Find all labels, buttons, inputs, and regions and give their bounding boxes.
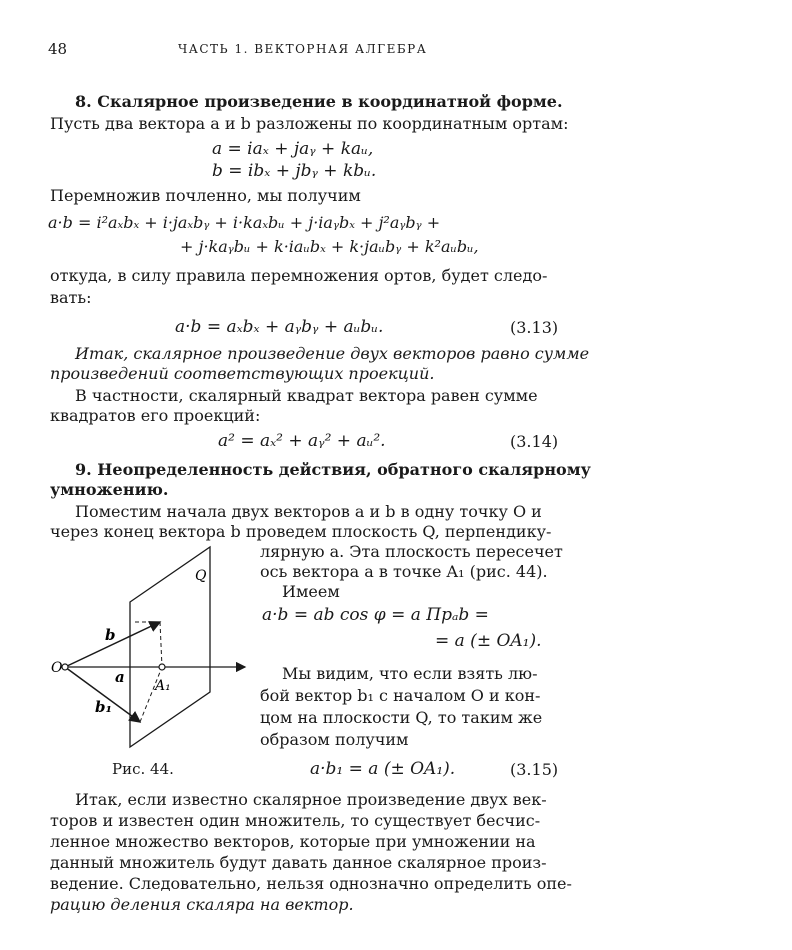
projection-b-dashed — [160, 622, 162, 667]
section-9-text-9: образом получим — [260, 730, 409, 749]
final-line-6: рацию деления скаляра на вектор. — [50, 895, 354, 914]
section-8-line-4: вать: — [50, 288, 92, 307]
section-9-heading-2: умножению. — [50, 480, 169, 499]
equation-number-3-13: (3.13) — [510, 318, 559, 337]
label-o: O — [51, 660, 63, 676]
page-header — [48, 40, 558, 60]
page-number: 48 — [48, 40, 68, 58]
equation-3-13: a·b = aₓbₓ + aᵧbᵧ + aᵤbᵤ. — [175, 317, 384, 337]
particular-line-2: квадратов его проекций: — [50, 406, 261, 425]
section-8-line-1: Пусть два вектора a и b разложены по координатным ортам: — [50, 114, 569, 133]
section-9-text-8: цом на плоскости Q, то таким же — [260, 708, 543, 727]
equation-a-decomposition: a = iaₓ + jaᵧ + kaᵤ, — [212, 139, 374, 159]
label-a: a — [115, 668, 125, 686]
final-line-2: торов и известен один множитель, то существует бесчис- — [50, 811, 541, 830]
equation-3-14: a² = aₓ² + aᵧ² + aᵤ². — [218, 431, 386, 451]
section-9-text-7: бой вектор b₁ с началом O и кон- — [260, 686, 541, 705]
equation-main-2: = a (± OA₁). — [435, 631, 542, 651]
section-9-text-6: Мы видим, что если взять лю- — [282, 664, 538, 683]
final-line-3: ленное множество векторов, которые при умножении на — [50, 832, 536, 851]
section-9-text-1: Поместим начала двух векторов a и b в одну точку O и — [75, 502, 542, 521]
equation-number-3-15: (3.15) — [510, 760, 559, 779]
equation-main-1: a·b = ab cos φ = a Пpₐb = — [262, 605, 489, 625]
expansion-line-2: + j·kaᵧbᵤ + k·iaᵤbₓ + k·jaᵤbᵧ + k²aᵤbᵤ, — [180, 237, 479, 256]
section-9-text-3: лярную a. Эта плоскость пересечет — [260, 542, 563, 561]
equation-3-15: a·b₁ = a (± OA₁). — [310, 759, 456, 779]
projection-b1-dashed — [140, 667, 162, 722]
conclusion-line-2: произведений соответствующих проекций. — [50, 364, 435, 383]
point-o — [62, 664, 68, 670]
figure-caption: Рис. 44. — [112, 760, 174, 778]
label-b: b — [105, 626, 116, 644]
label-a1: A₁ — [155, 678, 171, 694]
final-line-4: данный множитель будут давать данное скалярное произ- — [50, 853, 547, 872]
figure-44 — [51, 542, 255, 742]
running-title: ЧАСТЬ 1. ВЕКТОРНАЯ АЛГЕБРА — [178, 42, 428, 56]
particular-line-1: В частности, скалярный квадрат вектора равен сумме — [75, 386, 538, 405]
section-9-text-5: Имеем — [282, 582, 340, 601]
equation-b-decomposition: b = ibₓ + jbᵧ + kbᵤ. — [212, 161, 377, 181]
label-q: Q — [195, 568, 207, 584]
conclusion-line-1: Итак, скалярное произведение двух векторов равно сумме — [75, 344, 590, 363]
section-9-heading-1: 9. Неопределенность действия, обратного скалярному — [75, 460, 591, 479]
section-8-heading: 8. Скалярное произведение в координатной форме. — [75, 92, 563, 111]
section-8-line-2: Перемножив почленно, мы получим — [50, 186, 361, 205]
equation-number-3-14: (3.14) — [510, 432, 559, 451]
expansion-line-1: a·b = i²aₓbₓ + i·jaₓbᵧ + i·kaₓbᵤ + j·iaᵧbₓ + j²aᵧbᵧ + — [48, 213, 441, 232]
final-line-1: Итак, если известно скалярное произведение двух век- — [75, 790, 547, 809]
section-8-line-3: откуда, в силу правила перемножения ортов, будет следо- — [50, 266, 548, 285]
point-a1 — [159, 664, 165, 670]
section-9-text-2: через конец вектора b проведем плоскость Q, перпендику- — [50, 522, 552, 541]
label-b1: b₁ — [95, 698, 113, 716]
final-line-5: ведение. Следовательно, нельзя однозначно определить опе- — [50, 874, 572, 893]
section-9-text-4: ось вектора a в точке A₁ (рис. 44). — [260, 562, 548, 581]
